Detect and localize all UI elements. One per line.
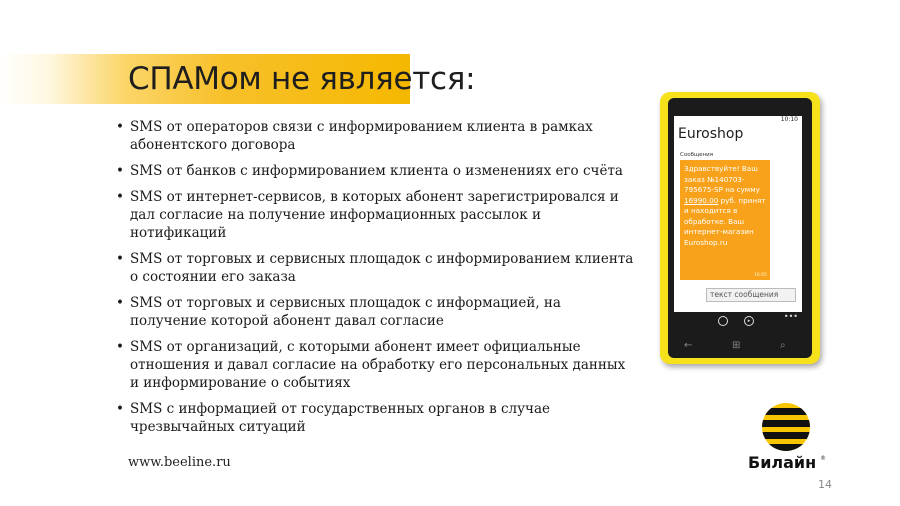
messages-label: Сообщения [680, 152, 714, 158]
footer-url[interactable]: www.beeline.ru [128, 455, 231, 470]
slide-title: СПАМом не является: [128, 61, 476, 97]
more-icon[interactable]: ••• [783, 312, 798, 321]
page-number: 14 [818, 478, 832, 491]
brand-name: Билайн [748, 453, 817, 472]
sms-bubble [680, 160, 770, 280]
sms-amount-link[interactable]: 16990.00 [684, 195, 719, 205]
phone-screen [674, 116, 802, 330]
bullet-item: • SMS с информацией от государственных органов в случае чрезвычайных ситуаций [116, 400, 636, 436]
beeline-logo-icon [762, 403, 810, 451]
search-icon[interactable]: ⌕ [780, 340, 786, 351]
bullet-item: • SMS от интернет-сервисов, в которых абонент зарегистрировался и дал согласие на получение информационных рассылок и нотификаций [116, 188, 636, 242]
sms-text [684, 164, 768, 248]
sms-time: 16:05 [754, 273, 767, 278]
back-icon[interactable]: ← [684, 340, 693, 351]
sms-text-start: Здравствуйте! Ваш заказ №140703-795675-SP на сумму [684, 164, 760, 194]
bullet-item: • SMS от торговых и сервисных площадок с информацией, на получение которой абонент давал согласие [116, 294, 636, 330]
send-icon[interactable]: ▸ [744, 316, 754, 326]
sms-text-end: руб. принят и находится в обработке. Ваш интернет-магазин Euroshop.ru [684, 195, 766, 247]
attach-icon[interactable] [718, 316, 728, 326]
bullet-list [116, 118, 636, 444]
message-input[interactable]: текст сообщения [706, 288, 796, 302]
phone-appbar [674, 312, 802, 330]
phone-nav-bar [674, 336, 802, 356]
windows-icon[interactable]: ⊞ [732, 340, 741, 351]
bullet-item: • SMS от операторов связи с информированием клиента в рамках абонентского договора [116, 118, 636, 154]
status-time: 10:10 [780, 116, 798, 123]
bullet-item: • SMS от банков с информированием клиента о изменениях его счёта [116, 162, 636, 180]
bullet-item: • SMS от организаций, с которыми абонент имеет официальные отношения и давал согласие на обработку его персональных данных и информирование о событиях [116, 338, 636, 392]
trademark-mark: ® [820, 455, 826, 462]
bullet-item: • SMS от торговых и сервисных площадок с информированием клиента о состоянии его заказа [116, 250, 636, 286]
phone-app-title: Euroshop [678, 126, 744, 142]
